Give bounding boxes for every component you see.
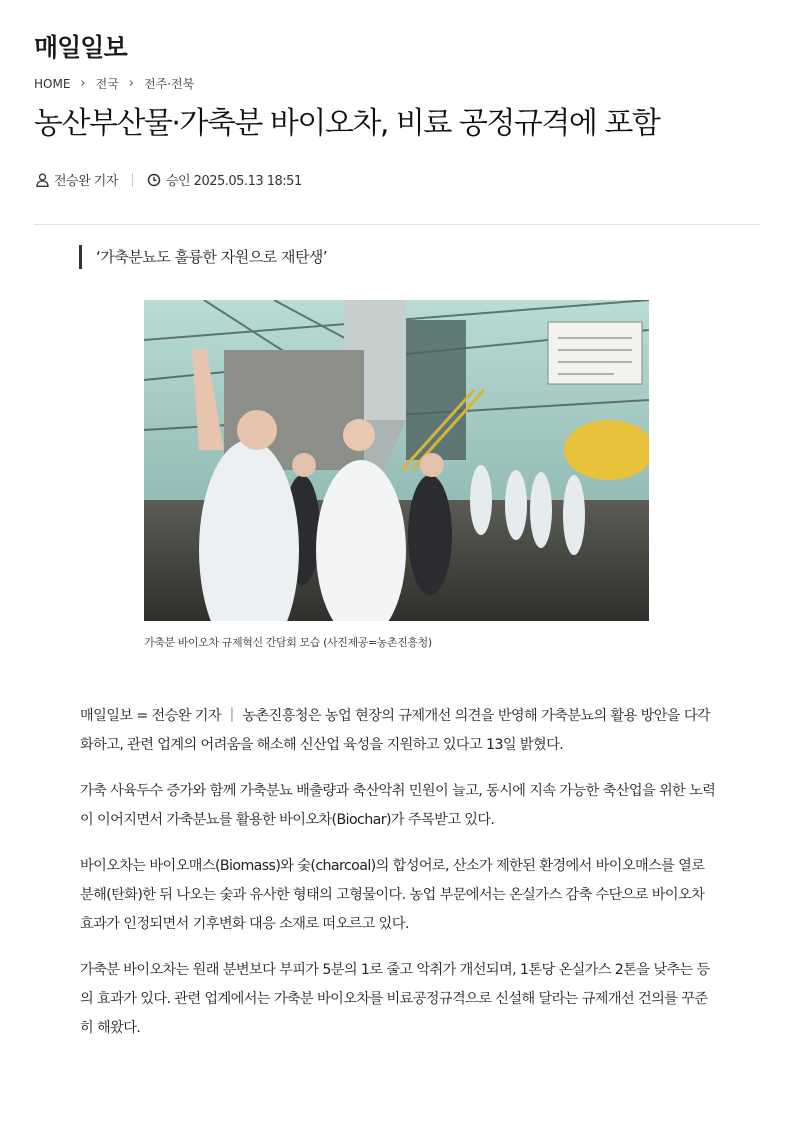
breadcrumb-section[interactable]: 전국 [95,77,119,91]
header-divider [34,224,760,225]
article-subtitle: ‘가축분뇨도 훌륭한 자원으로 재탄생’ [79,245,327,269]
breadcrumb-subsection[interactable]: 전주·전북 [144,77,195,91]
chevron-right-icon: › [80,76,86,91]
article-paragraph: 바이오차는 바이오매스(Biomass)와 숯(charcoal)의 합성어로, 산소가 제한된 환경에서 바이오매스를 열로 분해(탄화)한 뒤 나오는 숯과 유사한 형태의 고형물이다. 농업 부문에서는 온실가스 감축 수단으로 바이오차 효과가 인정되면서 기후변화 대응 소재로 떠오르고 있다. [80,858,705,932]
article-paragraph: 가축 사육두수 증가와 함께 가축분뇨 배출량과 축산악취 민원이 늘고, 동시에 지속 가능한 축산업을 위한 노력이 이어지면서 가축분뇨를 활용한 바이오차(Biochar)가 주목받고 있다. [80,783,716,828]
article-paragraph: 가축분 바이오차는 원래 분변보다 부피가 5분의 1로 줄고 악취가 개선되며, 1톤당 온실가스 2톤을 낮추는 등의 효과가 있다. 관련 업계에서는 가축분 바이오차를 비료공정규격으로 신설해 달라는 규제개선 건의를 꾸준히 해왔다. [80,962,710,1036]
author-name[interactable]: 전승완 기자 [54,174,118,189]
approved-timestamp: 승인 2025.05.13 18:51 [165,174,302,189]
article-body [80,702,720,1060]
photo-caption: 가축분 바이오차 규제혁신 간담회 모습 (사진제공=농촌진흥청) [144,636,432,649]
user-icon [36,173,49,187]
byline-divider [132,173,133,187]
article-byline [36,170,302,189]
site-logo[interactable]: 매일일보 [34,33,127,62]
clock-icon [147,173,161,187]
chevron-right-icon: › [128,76,134,91]
breadcrumb-home[interactable]: HOME [34,76,71,91]
article-paragraph: 매일일보 = 전승완 기자 ｜ 농촌진흥청은 농업 현장의 규제개선 의견을 반영해 가축분뇨의 활용 방안을 다각화하고, 관련 업계의 어려움을 해소해 신산업 육성을 지원하고 있다고 13일 밝혔다. [80,708,711,753]
article-photo [144,300,649,621]
breadcrumb [34,75,194,92]
article-headline: 농산부산물·가축분 바이오차, 비료 공정규격에 포함 [34,106,660,141]
